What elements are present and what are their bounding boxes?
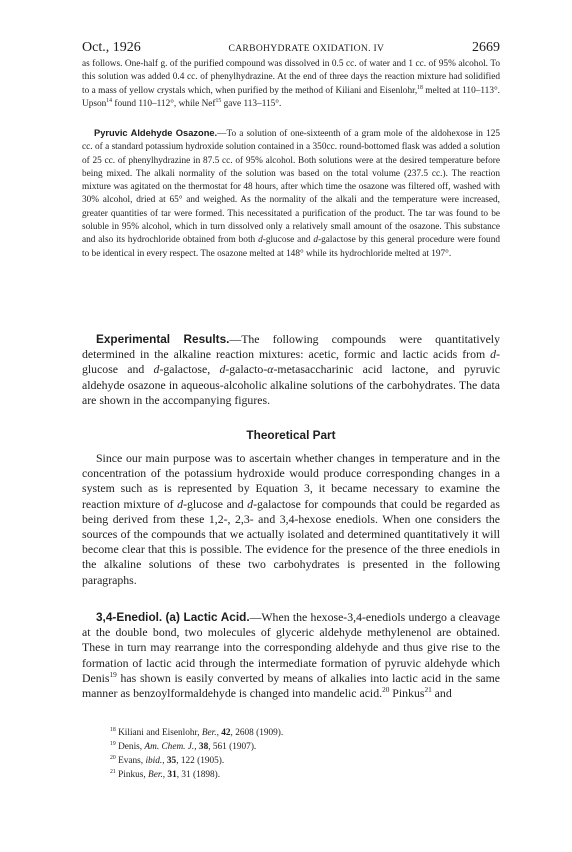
footnote-number: 20 — [110, 754, 116, 761]
footnote-ref: 14 — [106, 97, 113, 104]
text: as follows. One-half g. of the purified compound was dissolved in 0.5 cc. of water and 1 cc. of 95% alcohol. To this solution was added 0.4 cc. of phenylhydrazine. At the end of three days the reaction mixture had solidified to a mass of yellow crystals which, when purified by the method of Kiliani and Eisenlohr, — [82, 59, 500, 96]
footnote — [110, 755, 224, 768]
paragraph-osazone-preparation — [82, 58, 500, 111]
text: —To a solution of one-sixteenth of a gram mole of the aldohexose in 125 cc. of a standard potassium hydroxide solution contained in a 350cc. round-bottomed flask was added a solution of 25 cc. of phenylhydrazine in 87.5 cc. of 95% alcohol. Both solutions were at the desired temperature before being mixed. The alkali normality of the solution was based on the total volume (237.5 cc.). The reaction mixture was agitated on the thermostat for 48 hours, after which time the osazone was filtered off, washed with 30% alcohol, dried at 65° and weighed. As the normality of the alkali and the temperature were increased, greater quantities of tar were formed. This necessitated a purification of the product. The tar was found to be soluble in 95% alcohol, which in turn dissolved only a relatively small amount of the osazone. This substance and also its hydrochloride obtained from both — [82, 129, 500, 246]
text: found 110–112°, while Nef — [112, 98, 216, 109]
text: , 561 (1907). — [208, 742, 257, 752]
volume: 35 — [166, 756, 177, 766]
text: Since our main purpose was to ascertain whether changes in temperature and in the concentration of the potassium hydroxide would produce corresponding changes in a system such as is represented by Equation 3, it became necessary to examine the reaction mixture of — [82, 451, 500, 511]
paragraph-theoretical — [82, 451, 500, 588]
text: Denis, — [115, 742, 145, 752]
page-number: 2669 — [471, 40, 500, 55]
footnote-ref: 21 — [424, 685, 432, 695]
volume: 38 — [198, 742, 209, 752]
italic-prefix: d — [219, 362, 226, 377]
italic-prefix: d — [177, 496, 184, 511]
footnote-ref: 18 — [417, 84, 423, 91]
text: , — [162, 770, 168, 780]
text: -glucose and — [262, 235, 314, 246]
volume: 31 — [167, 770, 177, 780]
footnote-number: 19 — [110, 740, 116, 747]
footnote — [110, 741, 256, 754]
italic-prefix: d — [313, 235, 319, 246]
text: melted at 110–113°. Upson — [82, 85, 501, 109]
text: -galactose for compounds that could be regarded as being derived from these 1,2-, 2,3- and 3,4-hexose enediols. When one considers the sources of the compounds that we actually isolated and determined quantitatively it will become clear that this is possible. The evidence for the presence of the three enediols in the alkaline solutions of these two carbohydrates is presented in the following paragraphs. — [82, 496, 500, 587]
volume: 42 — [221, 728, 231, 738]
italic-prefix: d — [153, 362, 160, 377]
text: , — [194, 742, 199, 752]
header-date: Oct., 1926 — [82, 40, 141, 55]
paragraph-heading: Experimental Results. — [96, 332, 230, 346]
journal-abbrev: ibid. — [145, 756, 163, 766]
journal-abbrev: Am. Chem. J. — [144, 742, 195, 752]
text: , 31 (1898). — [176, 770, 221, 780]
text: and — [431, 686, 452, 701]
text: Kiliani and Eisenlohr, — [115, 728, 202, 738]
text: , — [216, 728, 222, 738]
footnote — [110, 727, 283, 740]
running-header — [82, 40, 500, 56]
italic-prefix: α — [267, 362, 274, 377]
paragraph-experimental-results — [82, 332, 500, 408]
text: Pinkus, — [115, 770, 149, 780]
footnote-number: 21 — [110, 768, 116, 775]
footnote-number: 18 — [110, 726, 116, 733]
text: -glucose and — [183, 496, 248, 511]
footnote — [110, 769, 220, 782]
footnote-ref: 20 — [382, 685, 390, 695]
text: -galactose, — [159, 362, 220, 377]
text: Evans, — [115, 756, 146, 766]
italic-prefix: d — [247, 496, 254, 511]
footnote-ref: 15 — [215, 97, 222, 104]
text: Pinkus — [389, 686, 425, 701]
section-title: Theoretical Part — [246, 428, 336, 442]
text: —When the hexose-3,4-enediols undergo a cleavage at the double bond, two molecules of glyceric aldehyde methylenenol are obtained. These in turn may rearrange into the corresponding aldehyde and thus give rise to the formation of lactic acid through the intermediate formation of pyruvic aldehyde which Denis — [82, 610, 500, 685]
text: gave 113–115°. — [221, 98, 282, 109]
text: has shown is easily converted by means of alkalies into lactic acid in the same manner as benzoylformaldehyde is changed into mandelic acid. — [82, 670, 500, 701]
text: -galactose by this general procedure were found to be identical in every respect. The osazone melted at 148° while its hydrochloride melted at 197°. — [82, 235, 500, 259]
text: —The following compounds were quantitatively determined in the alkaline reaction mixtures: acetic, formic and lactic acids from — [82, 332, 500, 362]
journal-abbrev: Ber. — [148, 770, 163, 780]
paragraph-heading: Pyruvic Aldehyde Osazone. — [94, 128, 218, 138]
journal-abbrev: Ber. — [201, 728, 217, 738]
italic-prefix: d — [258, 235, 263, 246]
text: -galacto- — [225, 362, 268, 377]
subheading: (a) Lactic Acid. — [165, 610, 250, 624]
footnote-ref: 19 — [109, 669, 117, 679]
text: -metasaccharinic acid lactone, and pyruvic aldehyde osazone in aqueous-alcoholic alkaline solutions of the carbohydrates. The data are shown in the accompanying figures. — [82, 362, 501, 407]
text: , 122 (1905). — [176, 756, 225, 766]
italic-prefix: d — [490, 347, 497, 362]
paragraph-enediol — [82, 610, 500, 701]
paragraph-pyruvic-aldehyde-osazone — [82, 127, 500, 261]
text: , 2608 (1909). — [230, 728, 284, 738]
text: , — [162, 756, 167, 766]
text: -glucose and — [82, 347, 500, 377]
header-title: CARBOHYDRATE OXIDATION. IV — [228, 43, 385, 54]
paragraph-heading: 3,4-Enediol. — [96, 610, 163, 624]
